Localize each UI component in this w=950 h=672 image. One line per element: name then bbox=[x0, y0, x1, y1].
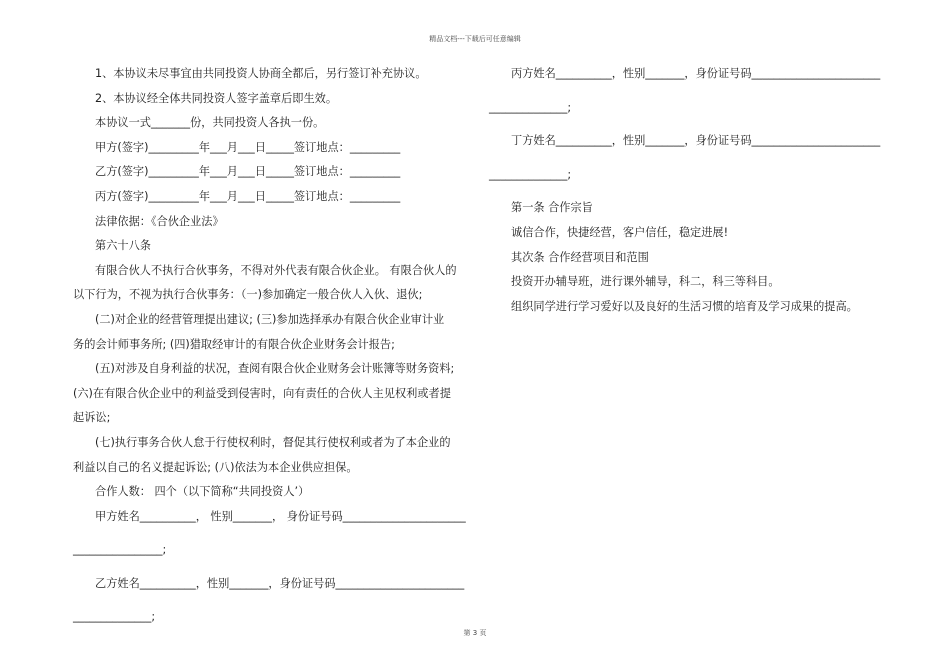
right-column bbox=[489, 62, 881, 319]
left-column-line: 甲方(签字)_________年___月___日_____签订地点：_________ bbox=[95, 140, 401, 154]
left-column-line: 丙方(签字)_________年___月___日_____签订地点：_________ bbox=[95, 189, 401, 203]
right-column-line: ______________; bbox=[489, 167, 572, 181]
page-number: 第 3 页 bbox=[463, 629, 487, 637]
right-column-line: 其次条 合作经营项目和范围 bbox=[511, 250, 649, 264]
left-column-line: 甲方姓名__________， 性别_______， 身份证号码______________________ bbox=[95, 509, 466, 523]
right-column-line: 投资开办辅导班，进行课外辅导，科二，科三等科目。 bbox=[511, 275, 780, 289]
left-column bbox=[73, 62, 465, 630]
left-column-line: 以下行为，不视为执行合伙事务：（一)参加确定一般合伙人入伙、退伙; bbox=[73, 288, 423, 302]
left-column-line: 第六十八条 bbox=[95, 239, 151, 253]
left-column-line: 合作人数： 四个（以下简称“共同投资人’） bbox=[95, 485, 310, 499]
left-column-line: ________________; bbox=[73, 543, 167, 557]
left-column-line: 法律依据：《合伙企业法》 bbox=[95, 214, 224, 228]
left-column-line: 有限合伙人不执行合伙事务，不得对外代表有限合伙企业。 有限合伙人的 bbox=[95, 263, 457, 277]
right-column-line: 第一条 合作宗旨 bbox=[511, 201, 593, 215]
left-column-line: 务的会计师事务所; (四)猎取经审计的有限合伙企业财务会计报告; bbox=[73, 337, 395, 351]
left-column-line: 2、本协议经全体共同投资人签字盖章后即生效。 bbox=[95, 91, 338, 105]
right-column-line: 丁方姓名__________，性别_______，身份证号码_______________________ bbox=[511, 134, 881, 148]
left-column-line: 乙方(签字)_________年___月___日_____签订地点：_________ bbox=[95, 165, 401, 179]
right-column-line: 丙方姓名__________，性别_______，身份证号码_______________________ bbox=[511, 67, 881, 80]
left-column-line: 起诉讼; bbox=[73, 411, 111, 425]
page-header: 精品文档---下载后可任意编辑 bbox=[429, 35, 521, 43]
right-column-line: 诚信合作，快捷经营，客户信任，稳定进展! bbox=[511, 225, 729, 239]
left-column-line: 本协议一式_______份，共同投资人各执一份。 bbox=[95, 116, 325, 130]
left-column-line: (七)执行事务合伙人怠于行使权利时，督促其行使权利或者为了本企业的 bbox=[95, 435, 451, 449]
left-column-line: (二)对企业的经营管理提出建议; (三)参加选择承办有限合伙企业审计业 bbox=[95, 312, 445, 326]
left-column-line: (五)对涉及自身利益的状况，查阅有限合伙企业财务会计账簿等财务资料; bbox=[95, 362, 455, 376]
left-column-line: 1、本协议未尽事宜由共同投资人协商全都后，另行签订补充协议。 bbox=[95, 67, 427, 80]
left-column-line: ______________; bbox=[73, 610, 156, 624]
right-column-line: 组织同学进行学习爱好以及良好的生活习惯的培育及学习成果的提高。 bbox=[511, 299, 858, 313]
left-column-line: 乙方姓名__________，性别_______，身份证号码_______________________ bbox=[95, 576, 465, 590]
right-column-line: ______________; bbox=[489, 100, 572, 114]
left-column-line: 利益以自己的名义提起诉讼; (八)依法为本企业供应担保。 bbox=[73, 460, 358, 474]
left-column-line: (六)在有限合伙企业中的利益受到侵害时，向有责任的合伙人主见权利或者提 bbox=[73, 386, 451, 400]
